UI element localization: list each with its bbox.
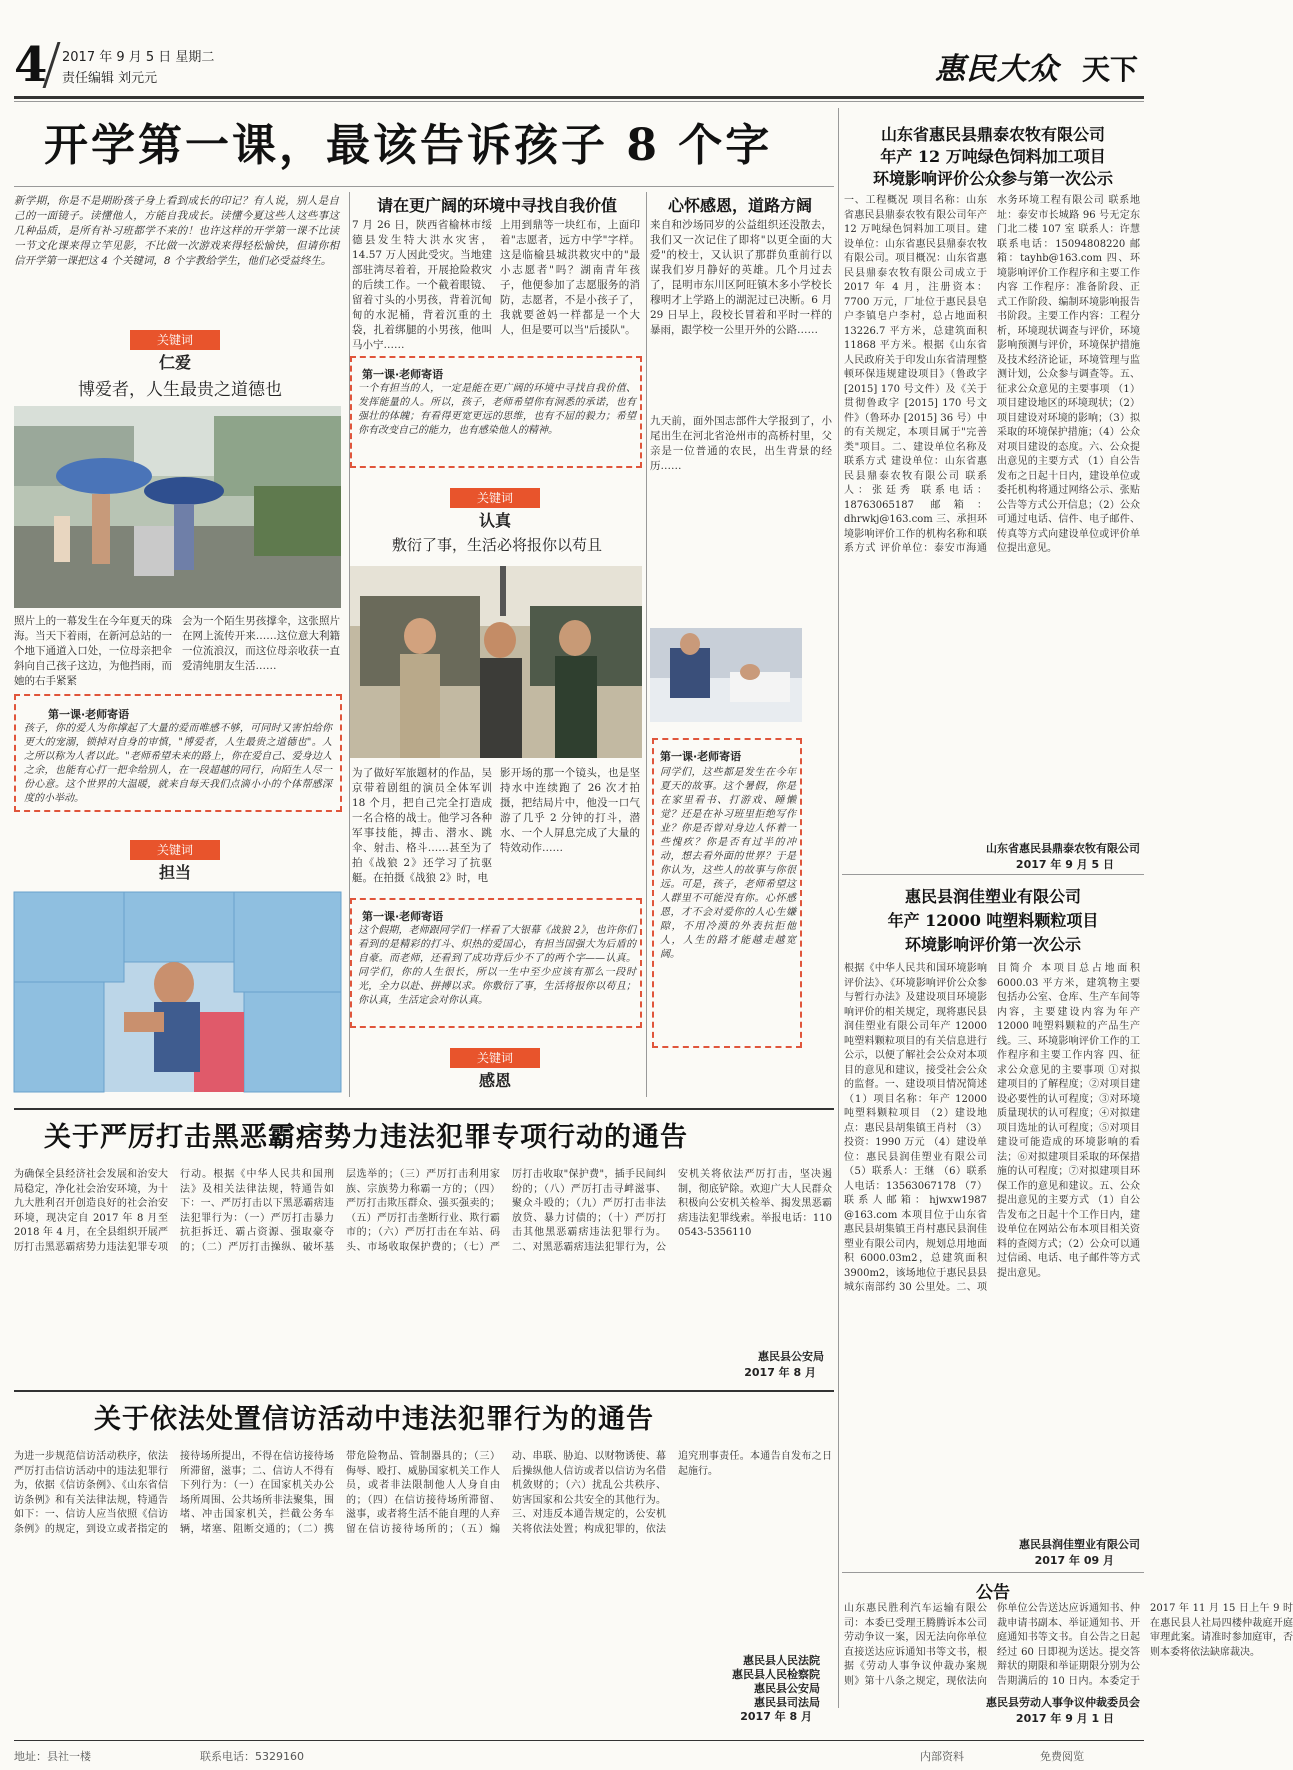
col2-text-a: 7 月 26 日，陕西省榆林市绥德县发生特大洪水灾害，14.57 万人因此受灾。当地建部驻湾尽着着，开展抢险救灾的后续工作。一个截着眼镜、留着寸头的小男孩，背着沉甸甸的水泥桶，背着沉重的土袋，扎着绑腿的小男孩，他叫马小宁…… (352, 219, 492, 351)
eia2-title-2: 年产 12000 吨塑料颗粒项目 (887, 911, 1099, 930)
eia2-title-1: 惠民县润佳塑业有限公司 (904, 887, 1081, 906)
kw2-text-b: 影开场的那一个镜头，也是坚持水中连续跑了 26 次才拍摄，把结局片中，他没一口气游了几乎 2 分钟的打斗，潜水、一个人屏息完成了大量的特效动作…… (500, 767, 640, 854)
teacher-note-title-4: 第一课·老师寄语 (660, 750, 742, 763)
col2-title: 请在更广阔的环境中寻找自我价值 (376, 196, 617, 215)
notice-petition-sign-1: 惠民县人民法院 (743, 1654, 820, 1667)
col3-text-a: 来自和沙场同岁的公益组织还没散去，我们又一次记住了即将"以更全面的大爱"的校士，又认识了那群负重前行以谋我们岁月静好的英雄。几个月过去了，昆明市东川区阿旺镇木多小学校长穆明才上学路上的湖泥过已决断。6 月 29 日早上，段校长冒着和平时一样的暴雨，跟学校一公里开外的公路…… (650, 219, 832, 336)
col3-title: 心怀感恩，道路方阔 (667, 196, 812, 215)
date-line: 2017 年 9 月 5 日 星期二 (62, 50, 215, 65)
eia2-title-3: 环境影响评价第一次公示 (904, 935, 1081, 954)
kw2-text-a: 为了做好军旅题材的作品，吴京带着剧组的演员全体军训 18 个月，把自己完全打造成一名合格的战士。他学习各种军事技能，搏击、潜水、跳伞、射击、格斗……甚至为了拍《战狼 2》还学习了抗驱艇。在拍摄《战狼 2》时，电 (352, 767, 492, 884)
teacher-note-title-1: 第一课·老师寄语 (48, 708, 130, 721)
teacher-note-text-2: 一个有担当的人，一定是能在更广阔的环境中寻找自我价值、发挥能量的人。所以，孩子，老师希望你有洞悉的承诺，也有强壮的体魄；有看得更宽更远的思维，也有不屈的毅力；希望你有改变自己的能力，也有感染他人的精神。 (358, 383, 636, 436)
teacher-note-title-2: 第一课·老师寄语 (362, 368, 444, 381)
header-divider-thin (14, 101, 1144, 102)
photo-umbrella-illustration (14, 406, 341, 608)
teacher-note-text-3: 这个假期，老师跟同学们一样看了大银幕《战狼 2》，也许你们看到的是精彩的打斗、炽热的爱国心，有担当国强大为后盾的自豪。而老师，还看到了成功背后少不了的两个字——认真。同学们，你的人生很长，所以一生中至少应该有那么一段时光，全力以赴、拼搏以求。你敷衍了事，生活将报你以苟且；你认真，生活定会对你认真。 (358, 925, 636, 1006)
keyword-subtitle-1: 博爱者，人生最贵之道德也 (78, 380, 282, 400)
notice-black-date: 2017 年 8 月 (744, 1366, 816, 1379)
notice-petition-text: 为进一步规范信访活动秩序，依法严厉打击信访活动中的违法犯罪行为，依据《信访条例》、《山东省信访条例》和有关法律法规，特通告如下：一、信访人应当依照《信访条例》的规定，到设立或者指定的接待场所提出，不得在信访接待场所滞留，滋事；二、信访人不得有下列行为：（一）在国家机关办公场所周围、公共场所非法聚集，围堵、冲击国家机关，拦截公务车辆，堵塞、阻断交通的；（二）携带危险物品、管制器具的；（三）侮辱、殴打、威胁国家机关工作人员，或者非法限制他人人身自由的；（四）在信访接待场所滞留、滋事，或者将生活不能自理的人弃留在信访接待场所的；（五）煽动、串联、胁迫、以财物诱使、幕后操纵他人信访或者以信访为名借机敛财的；（六）扰乱公共秩序、妨害国家和公共安全的其他行为。三、对违反本通告规定的，公安机关将依法处置；构成犯罪的，依法追究刑事责任。本通告自发布之日起施行。 (14, 1451, 832, 1535)
eia1-date: 2017 年 9 月 5 日 (1015, 858, 1114, 871)
lead-intro: 新学期，你是不是期盼孩子身上看到成长的印记？有人说，别人是自己的一面镜子。读懂他人，方能自我成长。读懂今夏这些人这些事这几种品质，是所有补习班都学不来的！也许这样的开学第一课不比读一节文化课来得立竿见影，不比做一次游戏来得轻松愉快，但请你相信开学第一课把这 4 个关键词，8 个字教给学生，他们必受益终生。 (14, 195, 339, 267)
notice-petition-sign-2: 惠民县人民检察院 (732, 1668, 820, 1681)
eia-divider (842, 874, 1144, 875)
keyword-subtitle-2: 敷衍了事，生活必将报你以苟且 (391, 536, 602, 554)
gonggao-text: 山东惠民胜利汽车运输有限公司：本委已受理王腾腾诉本公司劳动争议一案，因无法向你单位直接送达应诉通知书等文书，根据《劳动人事争议仲裁办案规则》第十八条之规定，现依法向你单位公告送达应诉通知书、仲裁申请书副本、举证通知书、开庭通知书等文书。自公告之日起经过 60 日即视为送达。提交答辩状的期限和举证期限分别为公告期满后的 10 日内。本委定于 2017 年 11 月 15 日上午 9 时在惠民县人社局四楼仲裁庭开庭审理此案。请准时参加庭审，否则本委将依法缺席裁决。 (844, 1603, 1293, 1687)
keyword-word-4: 担当 (158, 863, 191, 882)
keyword-word-3: 感恩 (478, 1071, 511, 1090)
teacher-note-title-3: 第一课·老师寄语 (362, 910, 444, 923)
eia1-title-2: 年产 12 万吨绿色饲料加工项目 (880, 147, 1106, 166)
footer-phone: 联系电话：5329160 (200, 1750, 304, 1763)
keyword-label-1: 关键词 (130, 330, 220, 350)
eia2-text: 根据《中华人民共和国环境影响评价法》、《环境影响评价公众参与暂行办法》及建设项目环境影响评价的相关规定，现将惠民县润佳塑业有限公司年产 12000 吨塑料颗粒项目的有关信息进行公示，以便了解社会公众对本项目的意见和建议，接受社会公众的监督。一、建设项目情况简述 （1）项目名称：年产 12000 吨塑料颗粒项目 （2）建设地点：惠民县胡集镇王肖村 （3）投资：1990 万元 （4）建设单位：惠民县润佳塑业有限公司 （5）联系人：王继 （6）联系人电话：13563067178 （7）联系人邮箱：hjwxw1987 @163.com 本项目位于山东省惠民县胡集镇王肖村惠民县润佳塑业有限公司内，规划总用地面积 6000.03m2，总建筑面积 3900m2，该场地位于惠民县县城东南部约 30 公里处。二、项目简介 本项目总占地面积 6000.03 平方米，建筑物主要包括办公室、仓库、生产车间等内容，主要建设内容为年产 12000 吨塑料颗粒的产品生产线。三、环境影响评价工作的工作程序和主要工作内容 四、征求公众意见的主要事项 ①对拟建项目的了解程度；②对项目建设必要性的认可程度；③对环境质量现状的认可程度；④对拟建项目选址的认可程度；⑤对项目建设可能造成的环境影响的看法；⑥对拟建项目采取的环保措施的认可程度；⑦对拟建项目环保工作的意见和建议。五、公众提出意见的主要方式 （1）自公告发布之日起十个工作日内，建设单位在网站公布本项目相关资料的查阅方式；（2）公众可以通过信函、电话、电子邮件等方式提出意见。 (844, 963, 1140, 1293)
col2-text-b: 上用到鼎等一块红布，上面印着"志愿者，远方中学"字样。这是临榆县城洪救灾中的"最小志愿者"吗？湖南青年孩子，他便参加了志愿服务的消防，志愿者，不是小孩子了，我就要爸妈一样都是一个大人，但是要可以当"后援队"。 (500, 219, 640, 336)
photo-film-crew (350, 566, 642, 758)
gonggao-sign: 惠民县劳动人事争议仲裁委员会 (986, 1696, 1140, 1709)
keyword-word-2: 认真 (478, 511, 511, 530)
col3-text-b: 九天前，面外国志部件大学报到了，小尾出生在河北省沧州市的高桥村里，父亲是一位普通的农民，出生背景的经历…… (650, 415, 832, 472)
notice-black-title: 关于严厉打击黑恶霸痞势力违法犯罪专项行动的通告 (44, 1122, 688, 1153)
eia1-title-3: 环境影响评价公众参与第一次公示 (872, 169, 1113, 188)
keyword-word-1: 仁爱 (158, 353, 191, 372)
lead-divider (14, 186, 834, 187)
gonggao-date: 2017 年 9 月 1 日 (1015, 1712, 1114, 1725)
photo-film-illustration (350, 566, 642, 758)
notice-petition-sign-4: 惠民县司法局 (754, 1696, 820, 1709)
photo-caption-1b: 会为一个陌生男孩撑伞，这张照片在网上流传开来……这位意大利籍一位流浪汉，而这位母亲收获一直爱清纯朋友生活…… (182, 615, 340, 672)
page-number: 4 (14, 37, 48, 93)
keyword-label-3: 关键词 (450, 1048, 540, 1068)
right-column-divider (838, 108, 839, 1708)
photo-water-illustration (14, 892, 341, 1092)
keyword-label-4: 关键词 (130, 840, 220, 860)
teacher-note-text-4: 同学们，这些都是发生在今年夏天的故事。这个暑假，你是在家里看书、打游戏、睡懒觉？还是在补习班里拒绝写作业？你是否曾对身边人怀着一些愧疚？你是否有过半的冲动，想去看外面的世界？于是你认为，这些人的故事与你很远。可是，孩子，老师希望这人群里不可能没有你。心怀感恩，才不会对爱你的人心生嫌隙，不用冷漠的外表抗拒他人，人生的路才能越走越宽阔。 (660, 767, 796, 960)
notice-petition-title: 关于依法处置信访活动中违法犯罪行为的通告 (94, 1404, 654, 1435)
eia1-text: 一、工程概况 项目名称：山东省惠民县鼎泰农牧有限公司年产 12 万吨绿色饲料加工项目。建设单位：山东省惠民县鼎泰农牧有限公司。项目概况：山东省惠民县鼎泰农牧有限公司成立于 2017 年 4 月，注册资本：7700 万元，厂址位于惠民县皂户李镇皂户李村，总占地面积 13226.7 平方米，总建筑面积 11868 平方米。根据《山东省人民政府关于印发山东省清理整顿环保违规建设项目》（鲁政字 [2015] 170 号文件）及《关于贯彻鲁政字 [2015] 170 号文件》（鲁环办 [2015] 36 号）中的有关规定，本项目属于"完善类"项目。二、建设单位名称及联系方式 建设单位：山东省惠民县鼎泰农牧有限公司 联系人：张廷秀 联系电话：18763065187 邮箱：dhrwkj@163.com 三、承担环境影响评价工作的机构名称和联系方式 评价单位：泰安市海通水务环境工程有限公司 联系地址：泰安市长城路 96 号无定东门北二楼 107 室 联系人：许慧 联系电话：15094808220 邮箱：tayhb@163.com 四、环境影响评价工作程序和主要工作内容 工作程序：准备阶段、正式工作阶段、编制环境影响报告书阶段。主要工作内容：工程分析，环境现状调查与评价，环境影响预测与评价，环境保护措施及技术经济论证，环境管理与监测计划，公众参与调查等。五、征求公众意见的主要事项 （1）项目建设地区的环境现状；（2）项目建设对环境的影响；（3）拟采取的环境保护措施；（4）公众对项目建设的态度。六、公众提出意见的主要方式 （1）自公告发布之日起十日内，建设单位或委托机构将通过网络公示、张贴公告等方式公开信息；（2）公众可通过电话、信件、电子邮件、传真等方式向建设单位或评价单位提出意见。 (844, 195, 1140, 554)
lead-headline: 开学第一课，最该告诉孩子 8 个字 (44, 120, 773, 171)
gonggao-title: 公告 (976, 1583, 1010, 1603)
header-divider (14, 96, 1144, 99)
photo-water-worker (14, 892, 341, 1092)
photo-caption-1a: 照片上的一幕发生在今年夏天的珠海。当天下着雨，在新河总站的一个地下通道入口处，一位母亲把伞斜向自己孩子这边，为他挡雨，而她的右手紧紧 (14, 615, 172, 687)
footer-note-1: 内部资料 (920, 1750, 964, 1763)
photo-umbrella-mother (14, 406, 341, 608)
photo-bedside-illustration (650, 628, 802, 722)
col2-col3-divider (646, 192, 647, 1097)
notice-black-sign: 惠民县公安局 (758, 1350, 824, 1363)
gonggao-divider (842, 1572, 1144, 1573)
eia1-sign: 山东省惠民县鼎泰农牧有限公司 (986, 842, 1140, 855)
section-name: 天下 (1082, 53, 1139, 86)
eia2-sign: 惠民县润佳塑业有限公司 (1019, 1538, 1140, 1551)
photo-bedside (650, 628, 802, 722)
notice-petition-rule (14, 1390, 834, 1392)
notice-petition-date: 2017 年 8 月 (740, 1710, 812, 1723)
footer-address: 地址：县社一楼 (14, 1750, 91, 1763)
keyword-label-2: 关键词 (450, 488, 540, 508)
eia2-date: 2017 年 09 月 (1034, 1554, 1114, 1567)
editor-line: 责任编辑 刘元元 (62, 71, 158, 86)
notice-black-rule (14, 1108, 834, 1110)
teacher-note-text-1: 孩子，你的爱人为你撑起了大量的爱而唯感不够，可同时又害怕给你更大的宠溺，锁掉对自身的审慎，"博爱者，人生最贵之道德也"。人之所以称为人者以此。"老师希望未来的路上，你在爱自己、爱身边人之余，也能有心打一把伞给别人，在一段超越的同行，向陌生人尽一份心意。这个世界的大温暖，就来自每天我们点滴小小的个体帮感深度的小举动。 (24, 723, 332, 804)
footer-rule (14, 1740, 1144, 1741)
notice-black-text: 为确保全县经济社会发展和治安大局稳定，净化社会治安环境，为十九大胜利召开创造良好的社会治安环境，现决定自 2017 年 8 月至 2018 年 4 月，在全县组织开展严厉打击黑恶霸痞势力违法犯罪专项行动。根据《中华人民共和国刑法》及相关法律法规，特通告如下：一、严厉打击以下黑恶霸痞违法犯罪行为：（一）严厉打击暴力抗拒拆迁、霸占资源、强取豪夺的；（二）严厉打击操纵、破坏基层选举的；（三）严厉打击利用家族、宗族势力称霸一方的；（四）严厉打击欺压群众、强买强卖的；（五）严厉打击垄断行业、欺行霸市的；（六）严厉打击在车站、码头、市场收取保护费的；（七）严厉打击收取"保护费"，插手民间纠纷的；（八）严厉打击寻衅滋事、聚众斗殴的；（九）严厉打击非法放贷、暴力讨债的；（十）严厉打击其他黑恶霸痞违法犯罪行为。二、对黑恶霸痞违法犯罪行为，公安机关将依法严厉打击，坚决遏制，彻底铲除。欢迎广大人民群众积极向公安机关检举、揭发黑恶霸痞违法犯罪线索。举报电话：110 0543-5356110 (14, 1169, 832, 1253)
masthead: 惠民大众 (935, 52, 1059, 87)
notice-petition-sign-3: 惠民县公安局 (754, 1682, 820, 1695)
footer-note-2: 免费阅览 (1040, 1750, 1084, 1763)
eia1-title-1: 山东省惠民县鼎泰农牧有限公司 (880, 125, 1105, 144)
